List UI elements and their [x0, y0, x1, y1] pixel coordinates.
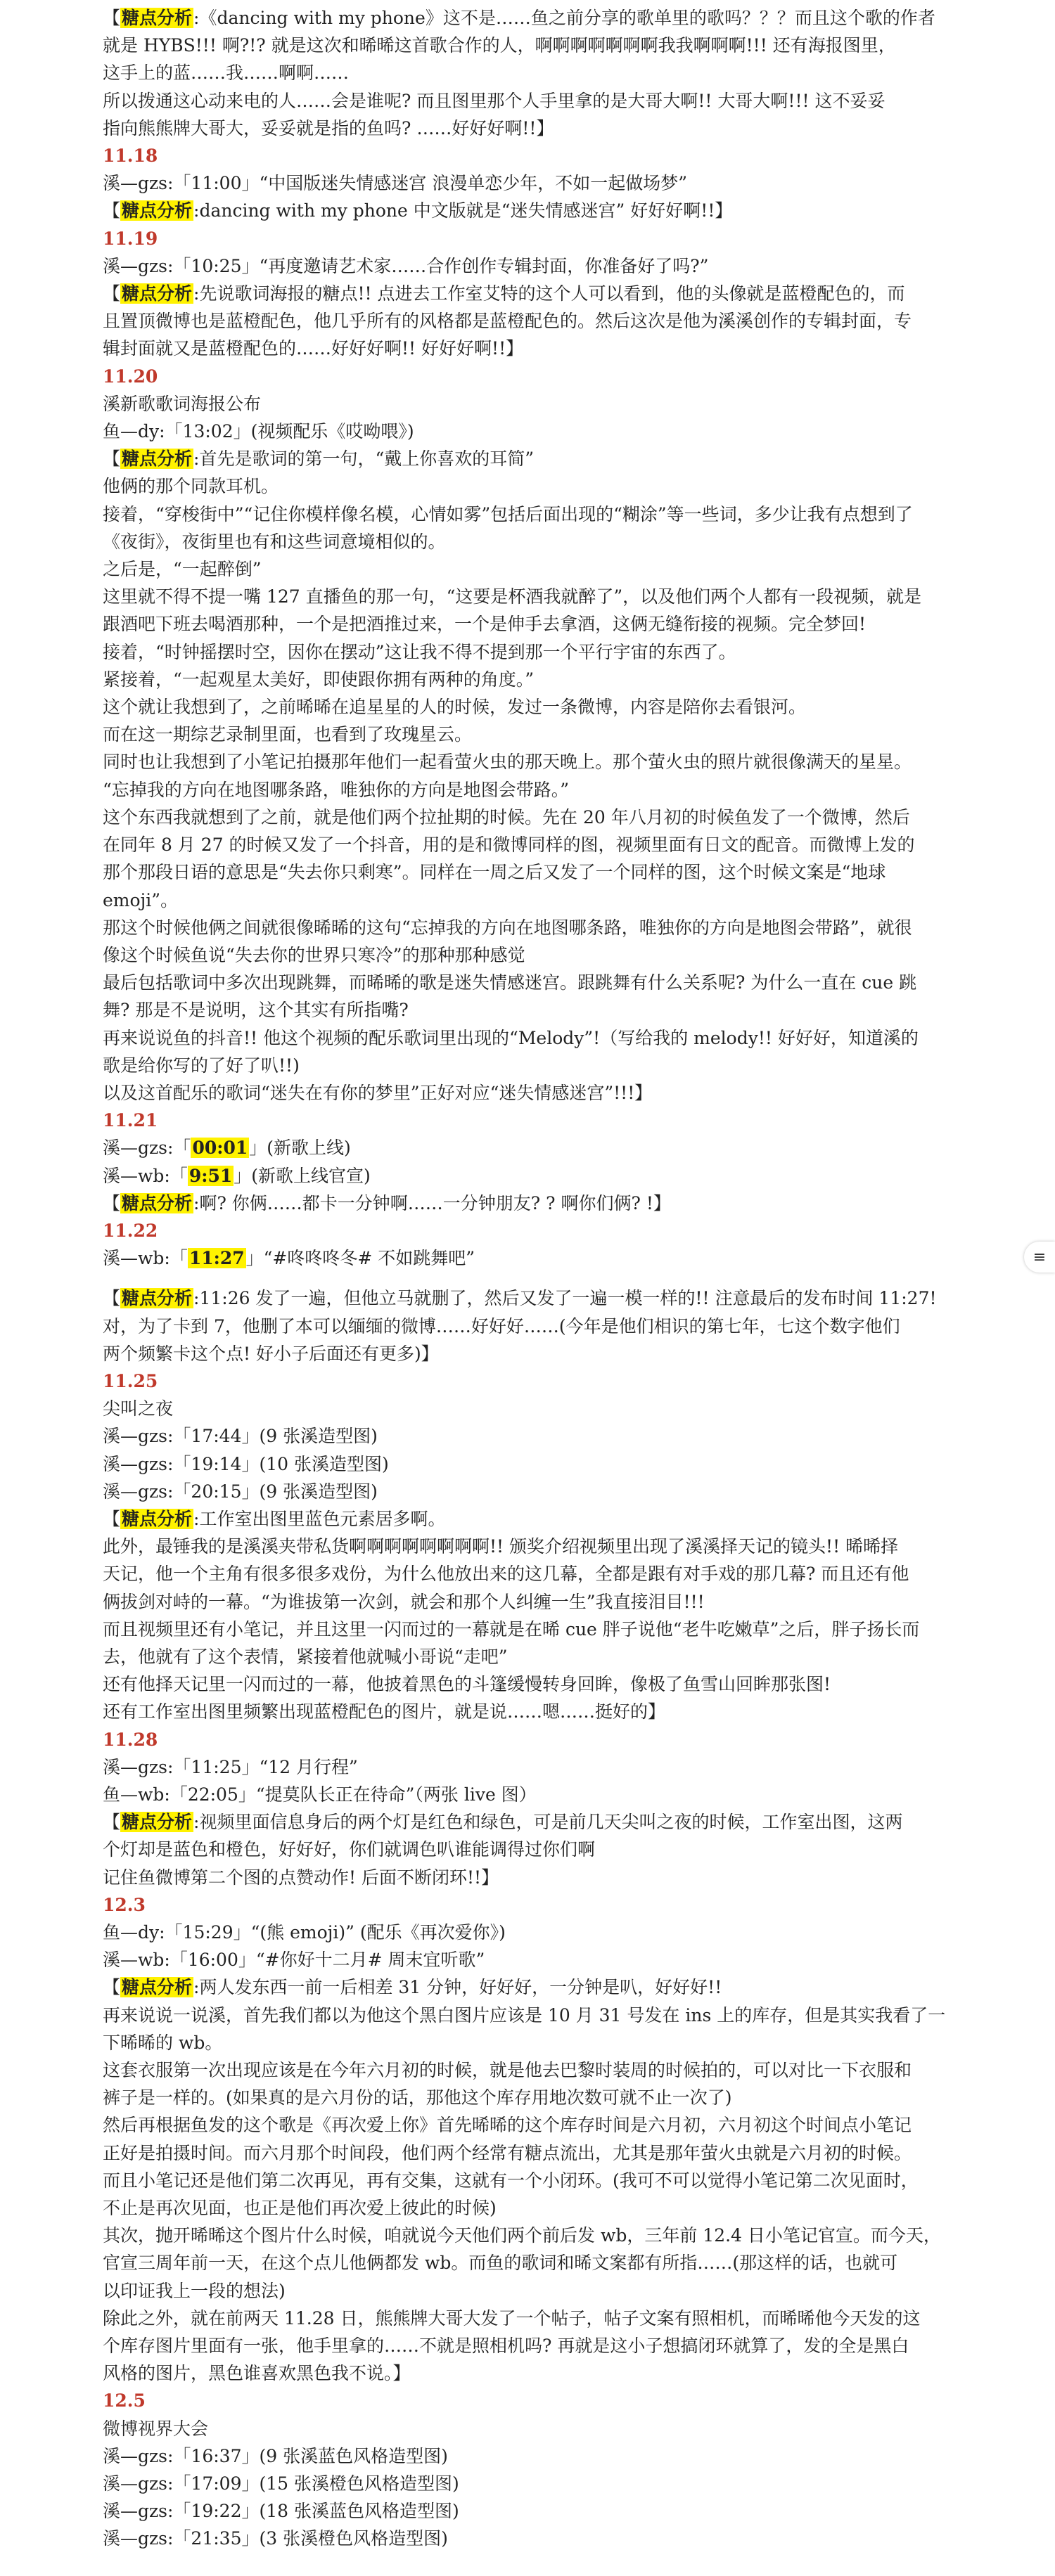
text-segment: 【 — [103, 1192, 121, 1213]
text-segment: 那个那段日语的意思是“失去你只剩寒”。同样在一周之后又发了一个同样的图，这个时候文案是“地球 — [103, 862, 886, 883]
text-line — [103, 307, 993, 335]
text-line — [103, 1190, 993, 1217]
text-segment: :啊? 你俩……都卡一分钟啊……一分钟朋友? ? 啊你们俩? !】 — [193, 1192, 671, 1213]
text-segment: 溪—gzs:「17:09」(15 张溪橙色风格造型图) — [103, 2473, 459, 2494]
text-line — [103, 2442, 993, 2470]
text-segment: 而在这一期综艺录制里面，也看到了玫瑰星云。 — [103, 724, 473, 745]
date-heading: 11.20 — [103, 366, 158, 387]
text-segment: 而且视频里还有小笔记，并且这里一闪而过的一幕就是在晞 cue 胖子说他“老牛吃嫩草”之后，胖子扬长而 — [103, 1618, 920, 1640]
text-segment: 这个就让我想到了，之前晞晞在追星星的人的时候，发过一条微博，内容是陪你去看银河。 — [103, 697, 807, 718]
text-line — [103, 858, 993, 886]
text-segment: 对，为了卡到 7，他删了本可以缅缅的微博……好好好……(今年是他们相识的第七年，七这个数字他们 — [103, 1315, 900, 1337]
highlight-tag: 糖点分析 — [122, 200, 193, 221]
text-segment: 紧接着，“一起观星太美好，即使跟你拥有两种的角度。” — [103, 669, 535, 690]
text-segment: 且置顶微博也是蓝橙配色，他几乎所有的风格都是蓝橙配色的。然后这次是他为溪溪创作的专辑封面，专 — [103, 311, 912, 332]
text-segment: 天记，他一个主角有很多很多戏份，为什么他放出来的这几幕，全都是跟有对手戏的那几幕? 而且还有他 — [103, 1564, 909, 1585]
text-line — [103, 280, 993, 307]
text-segment: 鱼—dy:「15:29」“(熊 emoji)” (配乐《再次爱你》) — [103, 1922, 506, 1943]
highlight-tag: 9:51 — [188, 1165, 233, 1186]
text-segment: 再来说说一说溪，首先我们都以为他这个黑白图片应该是 10 月 31 号发在 ins 上的库存，但是其实我看了一 — [103, 2004, 946, 2026]
text-segment: 所以拨通这心动来电的人……会是谁呢? 而且图里那个人手里拿的是大哥大啊!! 大哥大啊!!! 这不妥妥 — [103, 90, 885, 111]
text-segment: 以及这首配乐的歌词“迷失在有你的梦里”正好对应“迷失情感迷宫”!!!】 — [103, 1082, 653, 1103]
text-segment: 【 — [103, 1812, 121, 1833]
text-line — [103, 115, 993, 142]
text-segment: 溪—gzs:「21:35」(3 张溪橙色风格造型图) — [103, 2528, 448, 2549]
highlight-tag: 糖点分析 — [122, 1192, 193, 1213]
text-segment: 溪—gzs:「16:37」(9 张溪蓝色风格造型图) — [103, 2445, 448, 2466]
text-line — [103, 555, 993, 583]
text-segment: 下晞晞的 wb。 — [103, 2032, 223, 2053]
text-line — [103, 996, 993, 1024]
highlight-tag: 00:01 — [192, 1138, 248, 1159]
text-line — [103, 1395, 993, 1422]
text-line — [103, 1024, 993, 1052]
text-segment: 两个频繁卡这个点! 好小子后面还有更多)】 — [103, 1343, 439, 1364]
highlight-tag: 糖点分析 — [122, 8, 193, 28]
text-line — [103, 528, 993, 555]
text-segment: 这个东西我就想到了之前，就是他们两个拉扯期的时候。先在 20 年八月初的时候鱼发了一个微博，然后 — [103, 806, 910, 827]
text-segment: 溪新歌歌词海报公布 — [103, 393, 262, 414]
text-segment: 不止是再次见面，也正是他们再次爱上彼此的时候) — [103, 2198, 497, 2219]
text-segment: 他俩的那个同款耳机。 — [103, 476, 279, 497]
text-line — [103, 1244, 993, 1272]
text-line — [103, 418, 993, 445]
text-line — [103, 1560, 993, 1588]
date-heading: 12.5 — [103, 2390, 146, 2411]
text-line — [103, 445, 993, 472]
text-line — [103, 1450, 993, 1478]
text-segment: 去，他就有了这个表情，紧接着他就喊小哥说“走吧” — [103, 1646, 508, 1667]
text-line — [103, 1478, 993, 1505]
text-segment: 这手上的蓝……我……啊啊…… — [103, 63, 350, 84]
text-segment: 微博视界大会 — [103, 2418, 209, 2439]
text-line — [103, 390, 993, 418]
text-segment: 【 — [103, 1508, 121, 1529]
text-segment: 其次，抛开晞晞这个图片什么时候，咱就说今天他们两个前后发 wb，三年前 12.4 日小笔记官宣。而今天， — [103, 2225, 941, 2246]
highlight-tag: 糖点分析 — [122, 1508, 193, 1529]
text-segment: 【 — [103, 283, 121, 304]
highlight-tag: 糖点分析 — [122, 1977, 193, 1998]
text-line — [103, 2277, 993, 2305]
text-segment: 除此之外，就在前两天 11.28 日，熊熊牌大哥大发了一个帖子，帖子文案有照相机，而晞晞他今天发的这 — [103, 2307, 921, 2329]
menu-icon[interactable] — [1024, 1242, 1055, 1273]
paragraph-gap — [103, 1272, 993, 1284]
text-line — [103, 2139, 993, 2167]
text-segment: 溪—gzs:「11:00」“中国版迷失情感迷宫 浪漫单恋少年，不如一起做场梦” — [103, 173, 687, 194]
text-line — [103, 1836, 993, 1863]
text-segment: 接着，“穿梭街中”“记住你模样像名模，心情如雾”包括后面出现的“糊涂”等一些词，多少让我有点想到了 — [103, 503, 913, 524]
text-segment: 再来说说鱼的抖音!! 他这个视频的配乐歌词里出现的“Melody”!（写给我的 melody!! 好好好，知道溪的 — [103, 1027, 919, 1048]
text-segment: :《dancing with my phone》这不是……鱼之前分享的歌单里的歌吗？？？而且这个歌的作者 — [193, 8, 935, 28]
text-line — [103, 2111, 993, 2139]
text-segment: 【 — [103, 1288, 121, 1309]
date-heading: 11.21 — [103, 1110, 158, 1131]
text-segment: 溪—gzs:「 — [103, 1138, 191, 1159]
date-heading: 11.18 — [103, 146, 158, 167]
text-line — [103, 2359, 993, 2387]
text-line — [103, 4, 993, 32]
text-segment: :两人发东西一前一后相差 31 分钟，好好好，一分钟是叭，好好好!! — [193, 1977, 722, 1998]
text-line — [103, 2002, 993, 2029]
text-line — [103, 2497, 993, 2525]
text-segment: 溪—wb:「 — [103, 1165, 188, 1186]
text-line — [103, 1162, 993, 1190]
text-segment: 此外，最锤我的是溪溪夹带私货啊啊啊啊啊啊啊啊!! 颁奖介绍视频里出现了溪溪择天记的镜头!! 晞晞择 — [103, 1536, 899, 1557]
text-segment: 」(新歌上线) — [249, 1138, 351, 1159]
article-body — [103, 4, 993, 2553]
text-line — [103, 32, 993, 59]
text-line — [103, 197, 993, 224]
text-segment: 而且小笔记还是他们第二次再见，再有交集，这就有一个小闭环。(我可不可以觉得小笔记第二次见面时， — [103, 2170, 919, 2191]
text-segment: 以印证我上一段的想法) — [103, 2280, 286, 2301]
text-line — [103, 1643, 993, 1670]
text-segment: 官宣三周年前一天，在这个点儿他俩都发 wb。而鱼的歌词和晞文案都有所指……(那这样的话，也就可 — [103, 2253, 898, 2274]
text-line — [103, 1052, 993, 1079]
text-segment: 之后是，“一起醉倒” — [103, 559, 262, 580]
text-line — [103, 335, 993, 362]
text-segment: 还有他择天记里一闪而过的一幕，他披着黑色的斗篷缓慢转身回眸，像极了鱼雪山回眸那张图! — [103, 1674, 831, 1695]
date-heading: 11.25 — [103, 1370, 158, 1391]
text-line — [103, 1864, 993, 1891]
text-segment: 【 — [103, 8, 121, 28]
text-segment: 舞? 那是不是说明，这个其实有所指嘴? — [103, 1000, 409, 1021]
highlight-tag: 11:27 — [188, 1248, 245, 1269]
text-line — [103, 1340, 993, 1367]
text-segment: 还有工作室出图里频繁出现蓝橙配色的图片，就是说……嗯……挺好的】 — [103, 1701, 666, 1722]
text-line — [103, 2222, 993, 2249]
text-segment: 溪—wb:「16:00」“#你好十二月# 周末宜听歌” — [103, 1950, 485, 1971]
text-segment: 《夜街》，夜街里也有和这些词意境相似的。 — [103, 531, 446, 552]
text-line — [103, 501, 993, 528]
text-line — [103, 804, 993, 831]
text-line — [103, 1946, 993, 1973]
text-line — [103, 1284, 993, 1312]
text-segment: 就是 HYBS!!! 啊?!? 就是这次和晞晞这首歌合作的人，啊啊啊啊啊啊啊我我啊啊啊!!! 还有海报图里， — [103, 35, 896, 56]
text-segment: 像这个时候鱼说“失去你的世界只寒冷”的那种那种感觉 — [103, 944, 525, 965]
text-line — [103, 1919, 993, 1946]
text-segment: 溪—gzs:「17:44」(9 张溪造型图) — [103, 1426, 378, 1447]
text-line — [103, 1079, 993, 1107]
text-line — [103, 2525, 993, 2552]
highlight-tag: 糖点分析 — [122, 449, 193, 470]
text-segment: 溪—gzs:「20:15」(9 张溪造型图) — [103, 1481, 378, 1502]
text-line — [103, 1616, 993, 1643]
text-line — [103, 969, 993, 996]
text-segment: 辑封面就又是蓝橙配色的……好好好啊!! 好好好啊!!】 — [103, 338, 524, 359]
highlight-tag: 糖点分析 — [122, 1288, 193, 1309]
text-segment: 【 — [103, 449, 121, 470]
date-heading: 12.3 — [103, 1894, 146, 1915]
text-line — [103, 748, 993, 775]
text-line — [103, 1588, 993, 1616]
text-line — [103, 2167, 993, 2194]
text-line — [103, 2332, 993, 2359]
text-segment: 这里就不得不提一嘴 127 直播鱼的那一句，“这要是杯酒我就醉了”，以及他们两个人都有一段视频，就是 — [103, 586, 922, 607]
text-line — [103, 2470, 993, 2497]
text-line — [103, 721, 993, 748]
text-segment: 溪—wb:「 — [103, 1248, 188, 1269]
text-line — [103, 2415, 993, 2442]
text-line — [103, 941, 993, 969]
text-line — [103, 610, 993, 638]
text-segment: 这套衣服第一次出现应该是在今年六月初的时候，就是他去巴黎时装周的时候拍的，可以对比一下衣服和 — [103, 2060, 912, 2081]
text-line — [103, 776, 993, 804]
text-segment: emoji”。 — [103, 889, 179, 910]
text-line — [103, 169, 993, 197]
text-segment: 歌是给你写的了好了叭!!) — [103, 1055, 300, 1076]
text-line — [103, 2056, 993, 2084]
text-line — [103, 1134, 993, 1161]
text-segment: 指向熊熊牌大哥大，妥妥就是指的鱼吗? ……好好好啊!!】 — [103, 117, 554, 139]
text-segment: 裤子是一样的。(如果真的是六月份的话，那他这个库存用地次数可就不止一次了) — [103, 2087, 732, 2108]
text-line — [103, 1781, 993, 1808]
text-segment: 记住鱼微博第二个图的点赞动作! 后面不断闭环!!】 — [103, 1867, 499, 1888]
highlight-tag: 糖点分析 — [122, 1812, 193, 1833]
text-segment: :11:26 发了一遍，但他立马就删了，然后又发了一遍一模一样的!! 注意最后的发布时间 11:27! — [193, 1288, 937, 1309]
text-segment: 鱼—wb:「22:05」“提莫队长正在待命”（两张 live 图） — [103, 1784, 537, 1805]
text-line — [103, 87, 993, 115]
text-line — [103, 887, 993, 914]
menu-glyph: ≡ — [1032, 1248, 1047, 1266]
text-segment: :工作室出图里蓝色元素居多啊。 — [193, 1508, 446, 1529]
text-line — [103, 1422, 993, 1450]
text-segment: 最后包括歌词中多次出现跳舞，而晞晞的歌是迷失情感迷宫。跟跳舞有什么关系呢? 为什么一直在 cue 跳 — [103, 972, 917, 993]
text-segment: “忘掉我的方向在地图哪条路，唯独你的方向是地图会带路。” — [103, 779, 570, 800]
text-segment: :dancing with my phone 中文版就是“迷失情感迷宫” 好好好啊!!】 — [193, 200, 733, 221]
text-segment: 溪—gzs:「11:25」“12 月行程” — [103, 1756, 358, 1777]
text-line — [103, 2029, 993, 2056]
text-line — [103, 1533, 993, 1560]
text-segment: 溪—gzs:「19:22」(18 张溪蓝色风格造型图) — [103, 2501, 459, 2522]
text-segment: 溪—gzs:「10:25」“再度邀请艺术家……合作创作专辑封面，你准备好了吗?” — [103, 255, 709, 276]
date-heading: 11.28 — [103, 1729, 158, 1750]
text-segment: 风格的图片，黑色谁喜欢黑色我不说。】 — [103, 2363, 411, 2384]
text-line — [103, 914, 993, 941]
text-segment: 那这个时候他俩之间就很像晞晞的这句“忘掉我的方向在地图哪条路，唯独你的方向是地图会带路”，就很 — [103, 917, 912, 938]
text-segment: 跟酒吧下班去喝酒那种，一个是把酒推过来，一个是伸手去拿酒，这俩无缝衔接的视频。完全梦回! — [103, 614, 867, 635]
text-segment: :先说歌词海报的糖点!! 点进去工作室艾特的这个人可以看到，他的头像就是蓝橙配色的，而 — [193, 283, 905, 304]
text-line — [103, 1670, 993, 1698]
text-line — [103, 666, 993, 693]
text-segment: 个库存图片里面有一张，他手里拿的……不就是照相机吗? 再就是这小子想搞闭环就算了，发的全是黑白 — [103, 2336, 909, 2357]
text-line — [103, 1505, 993, 1533]
text-segment: 接着，“时钟摇摆时空，因你在摆动”这让我不得不提到那一个平行宇宙的东西了。 — [103, 641, 736, 662]
text-segment: 同时也让我想到了小笔记拍摄那年他们一起看萤火虫的那天晚上。那个萤火虫的照片就很像满天的星星。 — [103, 752, 912, 773]
text-line — [103, 472, 993, 500]
text-line — [103, 1808, 993, 1836]
text-segment: 溪—gzs:「19:14」(10 张溪造型图) — [103, 1453, 389, 1474]
text-segment: 鱼—dy:「13:02」(视频配乐《哎呦喂》) — [103, 421, 414, 442]
date-heading: 11.19 — [103, 228, 158, 249]
text-line — [103, 1698, 993, 1725]
text-segment: 正好是拍摄时间。而六月那个时间段，他们两个经常有糖点流出，尤其是那年萤火虫就是六月初的时候。 — [103, 2142, 912, 2163]
text-segment: 尖叫之夜 — [103, 1398, 174, 1419]
text-line — [103, 583, 993, 610]
text-segment: :首先是歌词的第一句，“戴上你喜欢的耳简” — [193, 449, 535, 470]
text-line — [103, 831, 993, 858]
text-line — [103, 2084, 993, 2111]
text-segment: :视频里面信息身后的两个灯是红色和绿色，可是前几天尖叫之夜的时候，工作室出图，这两 — [193, 1812, 903, 1833]
text-segment: 然后再根据鱼发的这个歌是《再次爱上你》首先晞晞的这个库存时间是六月初，六月初这个时间点小笔记 — [103, 2115, 912, 2136]
text-line — [103, 2194, 993, 2222]
text-segment: 俩拔剑对峙的一幕。“为谁拔第一次剑，就会和那个人纠缠一生”我直接泪目!!! — [103, 1591, 705, 1612]
text-segment: 」(新歌上线官宣) — [234, 1165, 371, 1186]
text-segment: 」“#咚咚咚冬# 不如跳舞吧” — [245, 1248, 475, 1269]
text-line — [103, 2249, 993, 2276]
text-line — [103, 638, 993, 666]
text-line — [103, 1973, 993, 2001]
text-line — [103, 252, 993, 280]
highlight-tag: 糖点分析 — [122, 283, 193, 304]
text-line — [103, 1313, 993, 1340]
text-line — [103, 2305, 993, 2332]
text-line — [103, 59, 993, 86]
text-line — [103, 693, 993, 721]
text-segment: 【 — [103, 200, 121, 221]
text-segment: 在同年 8 月 27 的时候又发了一个抖音，用的是和微博同样的图，视频里面有日文的配音。而微博上发的 — [103, 835, 915, 856]
text-segment: 个灯却是蓝色和橙色，好好好，你们就调色叭谁能调得过你们啊 — [103, 1839, 596, 1860]
text-segment: 【 — [103, 1977, 121, 1998]
date-heading: 11.22 — [103, 1220, 158, 1241]
text-line — [103, 1753, 993, 1781]
